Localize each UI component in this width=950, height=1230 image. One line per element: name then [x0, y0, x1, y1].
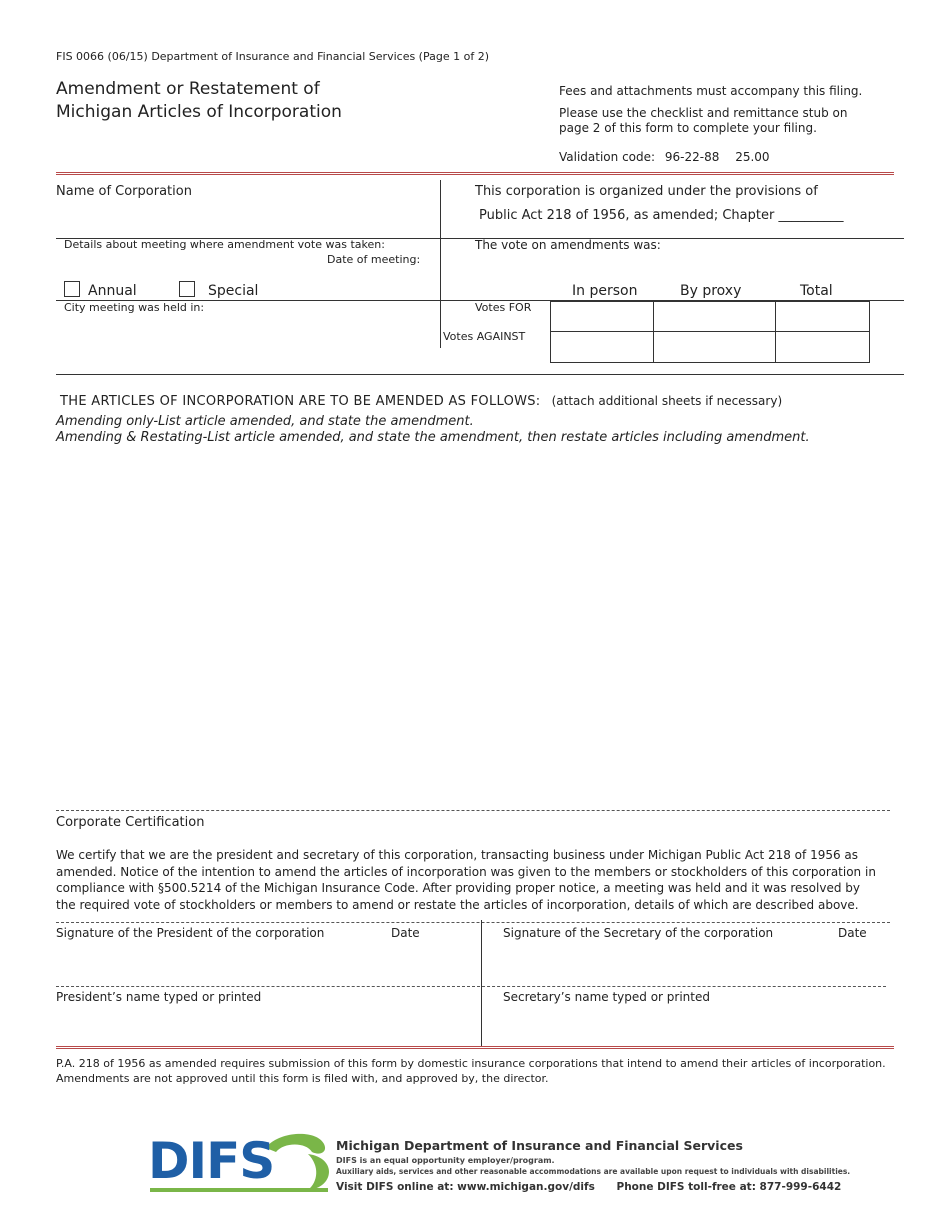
row-divider-3 [56, 374, 904, 375]
difs-website[interactable]: Visit DIFS online at: www.michigan.gov/difs [336, 1181, 595, 1193]
votes-for-total-cell[interactable] [776, 302, 868, 331]
checklist-note-line1: Please use the checklist and remittance stub on [559, 106, 848, 120]
certification-heading: Corporate Certification [56, 815, 205, 830]
footer-note [56, 1057, 886, 1086]
secretary-date-label: Date [838, 926, 867, 940]
difs-logo [148, 1128, 338, 1194]
checklist-note-line2: page 2 of this form to complete your filing. [559, 121, 817, 135]
secretary-name-field[interactable] [500, 1006, 890, 1042]
secretary-name-label: Secretary’s name typed or printed [503, 990, 710, 1004]
city-meeting-field[interactable] [64, 316, 434, 344]
chapter-field[interactable] [784, 206, 856, 224]
col-in-person: In person [572, 283, 638, 299]
certification-line-1: We certify that we are the president and secretary of this corporation, transacting business under Michigan Public Act 218 of 1956 as [56, 848, 859, 862]
footer-note-line-1: P.A. 218 of 1956 as amended requires submission of this form by domestic insurance corporations that intend to amend their articles of incorporation. [56, 1057, 886, 1070]
contact-row [336, 1181, 841, 1193]
fees-note: Fees and attachments must accompany this filing. [559, 84, 863, 98]
col-total: Total [800, 283, 833, 299]
signature-divider [481, 920, 482, 1047]
votes-for-label: Votes FOR [475, 301, 532, 314]
equal-opportunity: DIFS is an equal opportunity employer/program. [336, 1156, 555, 1165]
header-rule [56, 172, 894, 175]
president-signature-label: Signature of the President of the corporation [56, 926, 325, 940]
city-meeting-label: City meeting was held in: [64, 301, 205, 314]
certification-text [56, 847, 896, 913]
form-title-line2: Michigan Articles of Incorporation [56, 102, 342, 122]
amendment-instruction-2: Amending & Restating-List article amended, and state the amendment, then restate articles including amendment. [56, 430, 810, 445]
col-by-proxy: By proxy [680, 283, 742, 299]
organized-provisions-line2: Public Act 218 of 1956, as amended; Chapter __________ [479, 208, 844, 223]
annual-checkbox[interactable] [64, 281, 80, 297]
amendment-text-area[interactable] [56, 452, 890, 802]
special-checkbox[interactable] [179, 281, 195, 297]
vote-grid [550, 301, 870, 363]
validation-code: 96-22-88 [664, 150, 720, 164]
meeting-details-label: Details about meeting where amendment vote was taken: [64, 238, 385, 251]
validation-amount: 25.00 [735, 150, 770, 164]
president-signature-field[interactable] [56, 942, 476, 982]
amendment-heading-row [60, 390, 782, 409]
president-name-label: President’s name typed or printed [56, 990, 262, 1004]
amendment-instruction-1: Amending only-List article amended, and state the amendment. [56, 414, 474, 429]
amendment-heading: THE ARTICLES OF INCORPORATION ARE TO BE AMENDED AS FOLLOWS: [60, 394, 541, 409]
votes-for-by-proxy-cell[interactable] [654, 302, 774, 331]
votes-against-in-person-cell[interactable] [551, 332, 652, 361]
president-date-label: Date [391, 926, 420, 940]
certification-line-4: the required vote of stockholders or members to amend or restate the articles of incorporation, details of which are described above. [56, 897, 859, 912]
vote-on-amendments-label: The vote on amendments was: [475, 238, 661, 252]
form-title-line1: Amendment or Restatement of [56, 79, 320, 99]
votes-against-by-proxy-cell[interactable] [654, 332, 774, 361]
president-name-field[interactable] [56, 1006, 476, 1042]
votes-against-label: Votes AGAINST [443, 330, 526, 343]
dept-name: Michigan Department of Insurance and Financial Services [336, 1138, 743, 1153]
corporation-name-label: Name of Corporation [56, 184, 192, 199]
footer-rule [56, 1046, 894, 1049]
secretary-signature-field[interactable] [500, 942, 890, 982]
difs-phone: Phone DIFS toll-free at: 877-999-6442 [616, 1181, 842, 1193]
secretary-signature-label: Signature of the Secretary of the corporation [503, 926, 774, 940]
difs-logo-text: DIFS [148, 1132, 275, 1190]
form-id: FIS 0066 (06/15) Department of Insurance and Financial Services (Page 1 of 2) [56, 50, 489, 63]
annual-label: Annual [88, 283, 137, 299]
votes-against-total-cell[interactable] [776, 332, 868, 361]
signature-top-rule [56, 922, 890, 923]
certification-line-2: amended. Notice of the intention to amend the articles of incorporation was given to the members or stockholders of this corporation in [56, 864, 876, 879]
special-label: Special [208, 283, 259, 299]
footer-note-line-2: Amendments are not approved until this form is filed with, and approved by, the director. [56, 1071, 549, 1085]
organized-provisions-line1: This corporation is organized under the provisions of [475, 184, 818, 199]
corporation-name-field[interactable] [56, 200, 436, 234]
signature-mid-rule [56, 986, 886, 987]
votes-for-in-person-cell[interactable] [551, 302, 652, 331]
validation-label: Validation code: [559, 150, 656, 164]
accommodations-note: Auxiliary aids, services and other reasonable accommodations are available upon request to individuals with disabilities. [336, 1167, 851, 1176]
validation-code-row [559, 150, 770, 164]
amendment-heading-note: (attach additional sheets if necessary) [551, 394, 783, 408]
corp-section-divider [440, 180, 441, 348]
date-of-meeting-label: Date of meeting: [327, 253, 421, 266]
certification-line-3: compliance with §500.5214 of the Michigan Insurance Code. After providing proper notice, a meeting was held and it was resolved by [56, 881, 860, 895]
certification-rule [56, 810, 890, 811]
